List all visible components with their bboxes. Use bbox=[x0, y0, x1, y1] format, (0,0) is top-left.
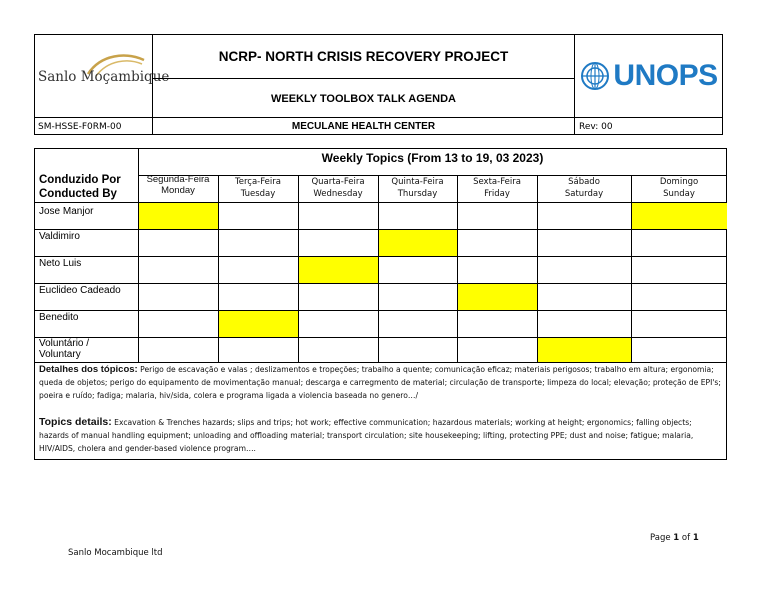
day-header-thursday: Quinta-Feira Thursday bbox=[391, 177, 444, 199]
un-emblem-icon bbox=[580, 61, 610, 91]
scheduled-cell-benedito-tuesday bbox=[219, 311, 298, 337]
revision-label: Rev: 00 bbox=[575, 117, 723, 135]
document-title: NCRP- NORTH CRISIS RECOVERY PROJECT bbox=[153, 34, 575, 79]
scheduled-cell-jose-monday bbox=[139, 203, 218, 229]
site-name: MECULANE HEALTH CENTER bbox=[153, 117, 575, 135]
table-divider bbox=[537, 175, 538, 362]
weekly-topics-title: Weekly Topics (From 13 to 19, 03 2023) bbox=[321, 150, 544, 165]
day-header-wednesday: Quarta-Feira Wednesday bbox=[311, 177, 365, 199]
day-header-monday: Segunda-Feira Monday bbox=[146, 174, 210, 196]
page-number: Page 1 of 1 bbox=[650, 533, 699, 543]
topic-details-en-text: Excavation & Trenches hazards; slips and trips; hot work; effective communication; hazardous materials; working at height; ergonomics; falling objects; hazards of manual handling equipment; unloading and offloading material; transport circulation; site housekeeping; lifting, protecting PPE; dust and noise; fatigue; malaria, HIV/AIDS, cholera and gender-based violence program…. bbox=[39, 418, 694, 453]
table-divider bbox=[34, 202, 727, 203]
company-logo-cell bbox=[34, 34, 170, 118]
conducted-by-pt: Conduzido Por bbox=[39, 174, 121, 186]
day-header-sunday: Domingo Sunday bbox=[659, 177, 699, 199]
document-subtitle: WEEKLY TOOLBOX TALK AGENDA bbox=[153, 79, 575, 118]
table-divider bbox=[34, 256, 727, 257]
table-divider bbox=[378, 175, 379, 362]
row-name: Neto Luis bbox=[39, 258, 82, 269]
scheduled-cell-jose-sunday bbox=[632, 203, 727, 229]
unops-logo-text: UNOPS bbox=[613, 59, 718, 92]
topic-details-pt-text: Perigo de escavação e valas ; deslizamentos e tropeções; trabalho a quente; comunicação eficaz; materiais perigosos; trabalho em altura; ergonomia; queda de objetos; perigo do equipamento de movimentação manual; descarga e carregmento de material; circulação de transporte; limpeza do local; elevação; proteção de EPI's; poeira e ruído; fadiga; malaria, hiv/sida, colera e programa ligada a violencia baseada no genero…/ bbox=[39, 365, 721, 400]
unops-logo-cell bbox=[575, 34, 723, 118]
scheduled-cell-valdimiro-thursday bbox=[379, 230, 457, 256]
conducted-by-header bbox=[39, 173, 121, 201]
row-name: Benedito bbox=[39, 312, 79, 323]
conducted-by-en: Conducted By bbox=[39, 188, 117, 200]
footer-company: Sanlo Mocambique ltd bbox=[68, 548, 163, 558]
row-name: Euclideo Cadeado bbox=[39, 285, 121, 296]
day-header-friday: Sexta-Feira Friday bbox=[473, 177, 521, 199]
topic-details-pt bbox=[39, 363, 723, 402]
scheduled-cell-euclideo-friday bbox=[458, 284, 537, 310]
table-divider bbox=[457, 175, 458, 362]
topic-details-en-label: Topics details: bbox=[39, 416, 112, 428]
scheduled-cell-neto-wednesday bbox=[299, 257, 378, 283]
row-name: Voluntário / Voluntary bbox=[39, 338, 90, 360]
scheduled-cell-voluntary-saturday bbox=[538, 338, 631, 362]
row-name: Jose Manjor bbox=[39, 206, 94, 217]
table-divider bbox=[34, 310, 727, 311]
topic-details-pt-label: Detalhes dos tópicos: bbox=[39, 364, 138, 375]
row-name: Valdimiro bbox=[39, 231, 80, 242]
form-code: SM-HSSE-F0RM-00 bbox=[34, 117, 153, 135]
company-logo-text: Sanlo Moçambique bbox=[38, 69, 170, 85]
topic-details-en bbox=[39, 416, 723, 455]
day-header-saturday: Sábado Saturday bbox=[564, 177, 604, 199]
day-header-tuesday: Terça-Feira Tuesday bbox=[235, 177, 281, 199]
table-divider bbox=[34, 283, 727, 284]
